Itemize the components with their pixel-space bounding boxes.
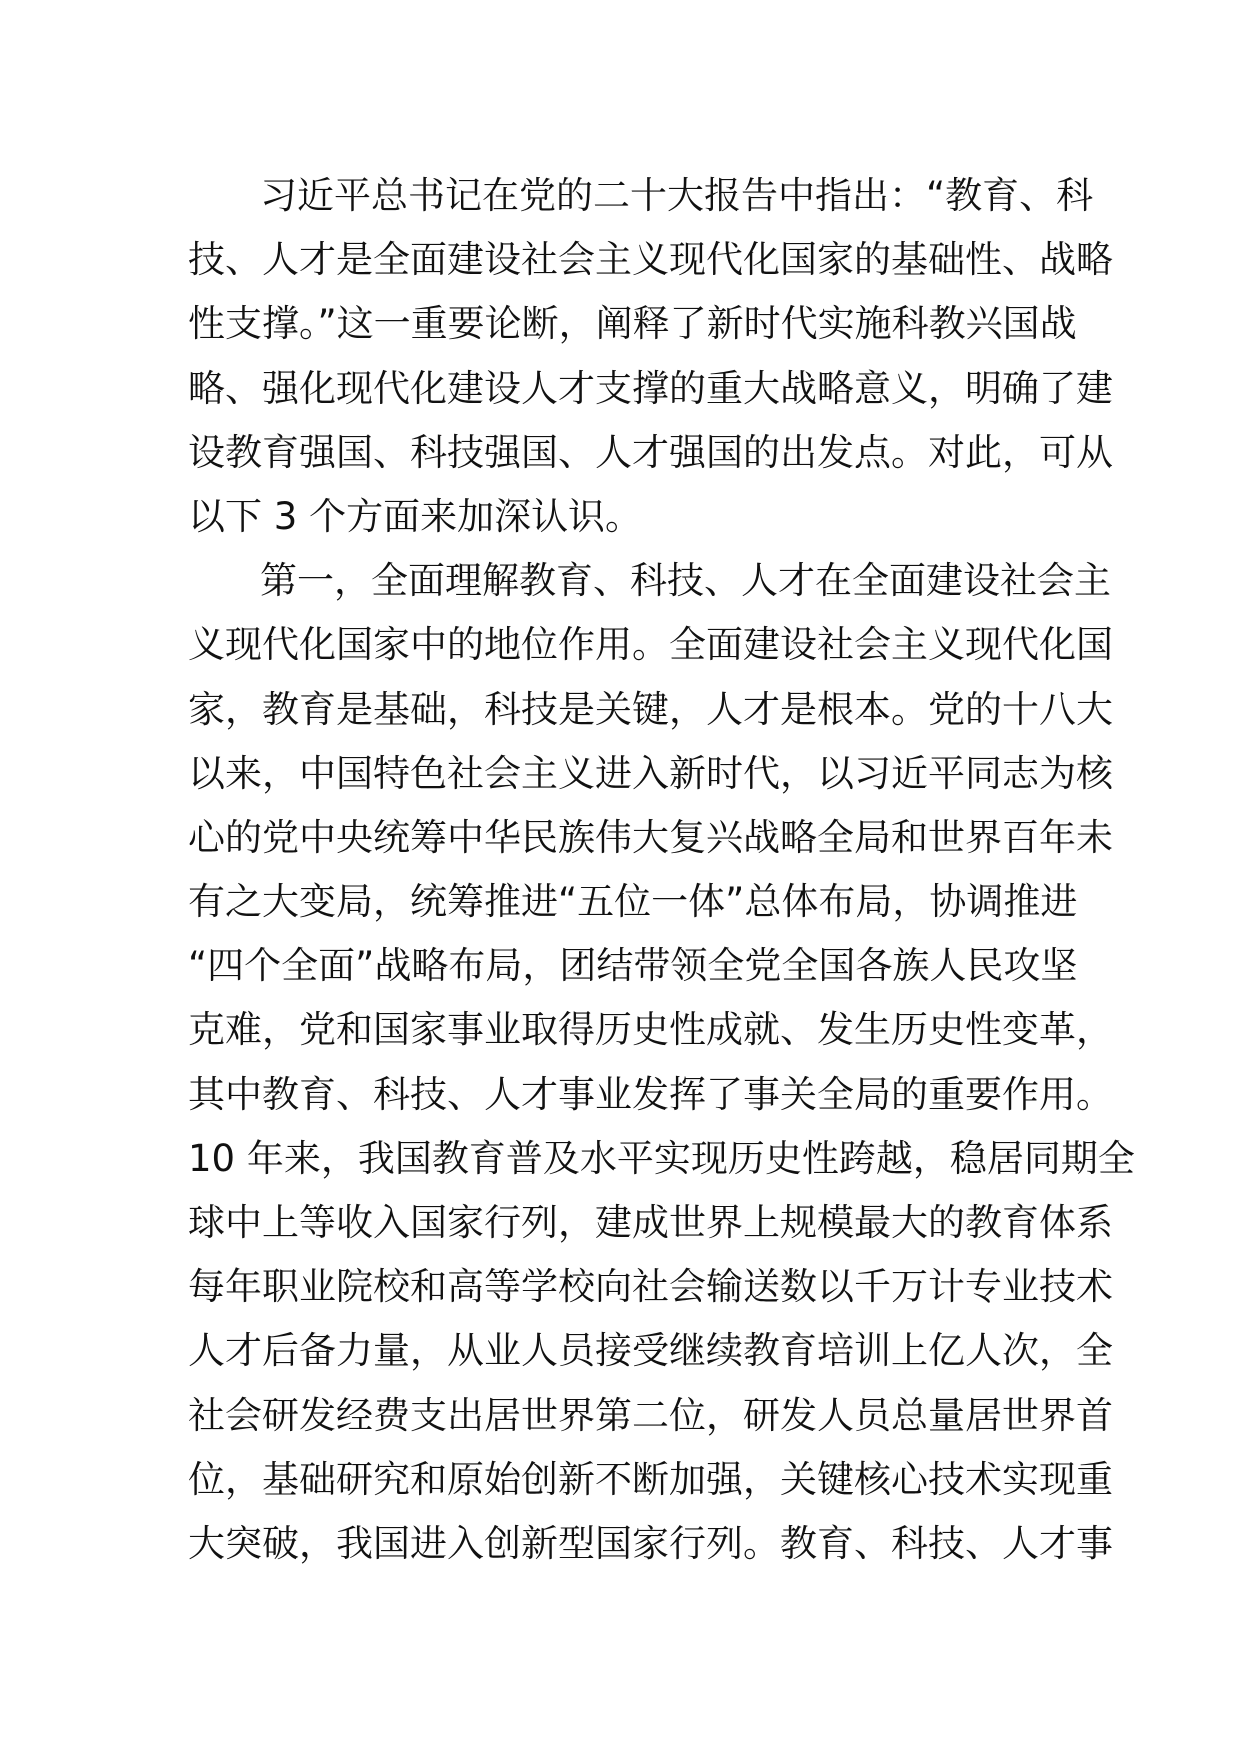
paragraph-1 — [188, 164, 1113, 549]
paragraph-line: 习近平总书记在党的二十大报告中指出：“教育、科 — [260, 174, 1094, 217]
paragraph-line: 家，教育是基础，科技是关键，人才是根本。党的十八大 — [188, 687, 1113, 731]
paragraph-line: 克难，党和国家事业取得历史性成就、发生历史性变革， — [188, 1008, 1113, 1052]
paragraph-line: 有之大变局，统筹推进“五位一体”总体布局，协调推进 — [188, 880, 1078, 924]
paragraph-line: “四个全面”战略布局，团结带领全党全国各族人民攻坚 — [188, 944, 1078, 988]
paragraph-line: 技、人才是全面建设社会主义现代化国家的基础性、战略 — [188, 238, 1113, 282]
paragraph-line: 以来，中国特色社会主义进入新时代，以习近平同志为核 — [188, 751, 1113, 795]
paragraph-line: 性支撑。”这一重要论断，阐释了新时代实施科教兴国战 — [188, 302, 1077, 346]
paragraph-line: 10 年来，我国教育普及水平实现历史性跨越，稳居同期全 — [188, 1136, 1135, 1180]
paragraph-line: 每年职业院校和高等学校向社会输送数以千万计专业技术 — [188, 1265, 1113, 1309]
paragraph-2 — [188, 549, 1135, 1576]
paragraph-line: 球中上等收入国家行列，建成世界上规模最大的教育体系 — [188, 1201, 1113, 1244]
paragraph-line: 人才后备力量，从业人员接受继续教育培训上亿人次，全 — [188, 1329, 1113, 1373]
paragraph-line: 略、强化现代化建设人才支撑的重大战略意义，明确了建 — [188, 366, 1113, 410]
paragraph-line: 位，基础研究和原始创新不断加强，关键核心技术实现重 — [188, 1457, 1113, 1501]
paragraph-line: 大突破，我国进入创新型国家行列。教育、科技、人才事 — [188, 1521, 1113, 1565]
paragraph-line: 第一，全面理解教育、科技、人才在全面建设社会主 — [260, 559, 1111, 603]
paragraph-line: 其中教育、科技、人才事业发挥了事关全局的重要作用。 — [188, 1072, 1113, 1116]
paragraph-line: 设教育强国、科技强国、人才强国的出发点。对此，可从 — [188, 430, 1113, 474]
paragraph-line: 社会研发经费支出居世界第二位，研发人员总量居世界首 — [188, 1393, 1113, 1437]
paragraph-line: 义现代化国家中的地位作用。全面建设社会主义现代化国 — [188, 623, 1113, 667]
paragraph-line: 以下 3 个方面来加深认识。 — [188, 494, 643, 538]
paragraph-line: 心的党中央统筹中华民族伟大复兴战略全局和世界百年未 — [188, 815, 1113, 859]
body-text — [188, 164, 1135, 1576]
